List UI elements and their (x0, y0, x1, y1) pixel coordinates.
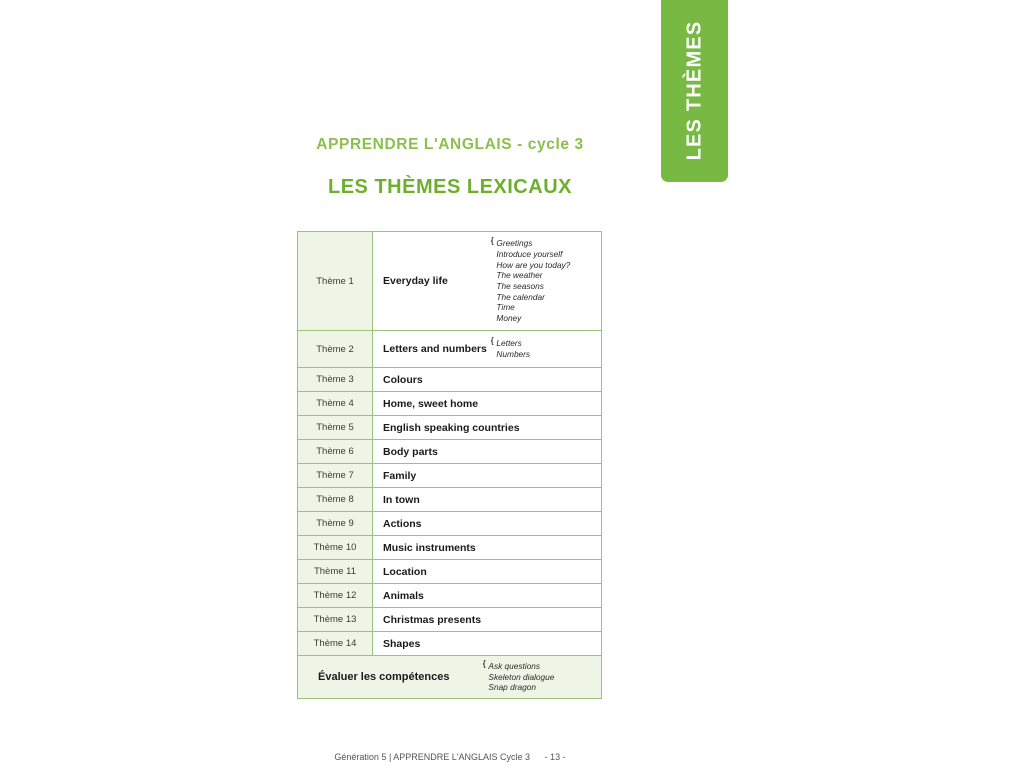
table-row (298, 536, 601, 560)
theme-cell: Animals (383, 589, 424, 602)
theme-subitems (489, 338, 593, 359)
brace-icon: { (490, 237, 495, 248)
theme-cell: Family (383, 469, 417, 482)
subitem-list (496, 238, 570, 324)
subitem: Skeleton dialogue (488, 671, 555, 682)
evaluation-title: Évaluer les compétences (318, 671, 450, 683)
table-row (298, 331, 601, 368)
theme-label: Thème 2 (298, 331, 373, 367)
subitem: Snap dragon (488, 682, 536, 693)
theme-label: Thème 3 (298, 368, 373, 391)
theme-cell: In town (383, 493, 420, 506)
brace-icon: { (482, 659, 487, 670)
table-row (298, 368, 601, 392)
subitem: How are you today? (496, 259, 571, 270)
theme-label: Thème 6 (298, 440, 373, 463)
page-footer (200, 752, 700, 762)
table-row (298, 464, 601, 488)
table-row (298, 488, 601, 512)
subitem: Money (496, 313, 522, 324)
theme-cell (373, 232, 601, 330)
subitem: Ask questions (488, 660, 541, 671)
theme-label: Thème 8 (298, 488, 373, 511)
table-row-evaluation (298, 656, 601, 698)
theme-subitems (489, 238, 593, 324)
theme-label: Thème 13 (298, 608, 373, 631)
subitem: Numbers (496, 349, 531, 359)
subitem: The calendar (496, 291, 545, 302)
theme-title: Letters and numbers (383, 343, 487, 355)
theme-cell: Music instruments (383, 541, 476, 554)
table-row (298, 232, 601, 331)
theme-cell: Home, sweet home (383, 397, 479, 410)
theme-cell: Shapes (383, 637, 421, 650)
table-row (298, 608, 601, 632)
evaluation-cell (298, 656, 601, 698)
side-tab-les-themes (661, 0, 728, 182)
table-row (298, 440, 601, 464)
table-row (298, 584, 601, 608)
theme-label: Thème 4 (298, 392, 373, 415)
theme-label: Thème 5 (298, 416, 373, 439)
theme-cell: English speaking countries (383, 421, 520, 434)
theme-label: Thème 9 (298, 512, 373, 535)
subitem-list (488, 661, 554, 693)
theme-cell: Body parts (383, 445, 438, 458)
subitem-list (496, 338, 530, 359)
subitem: Letters (496, 338, 522, 349)
theme-label: Thème 10 (298, 536, 373, 559)
subitem: Time (496, 302, 515, 313)
subitem: Introduce yourself (496, 248, 563, 259)
themes-table (297, 231, 602, 699)
footer-text: Génération 5 | APPRENDRE L'ANGLAIS Cycle 3 (334, 752, 531, 762)
theme-cell: Location (383, 565, 427, 578)
theme-label: Thème 7 (298, 464, 373, 487)
page-number: - 13 - (544, 752, 566, 762)
side-tab-label: LES THÈMES (683, 20, 705, 161)
page-subtitle: APPRENDRE L'ANGLAIS - cycle 3 (316, 136, 584, 153)
theme-label: Thème 1 (298, 232, 373, 330)
theme-label: Thème 14 (298, 632, 373, 655)
theme-label: Thème 12 (298, 584, 373, 607)
subitem: The weather (496, 270, 543, 281)
table-row (298, 512, 601, 536)
evaluation-subitems (481, 661, 593, 693)
page-title: LES THÈMES LEXICAUX (328, 176, 572, 198)
table-row (298, 560, 601, 584)
theme-cell: Colours (383, 373, 423, 386)
theme-cell: Christmas presents (383, 613, 482, 626)
theme-title: Everyday life (383, 275, 448, 287)
table-row (298, 392, 601, 416)
brace-icon: { (490, 337, 495, 348)
theme-cell (373, 331, 601, 367)
theme-cell: Actions (383, 517, 422, 530)
table-row (298, 416, 601, 440)
subitem: Greetings (496, 238, 533, 249)
table-row (298, 632, 601, 656)
theme-label: Thème 11 (298, 560, 373, 583)
subitem: The seasons (496, 281, 544, 291)
